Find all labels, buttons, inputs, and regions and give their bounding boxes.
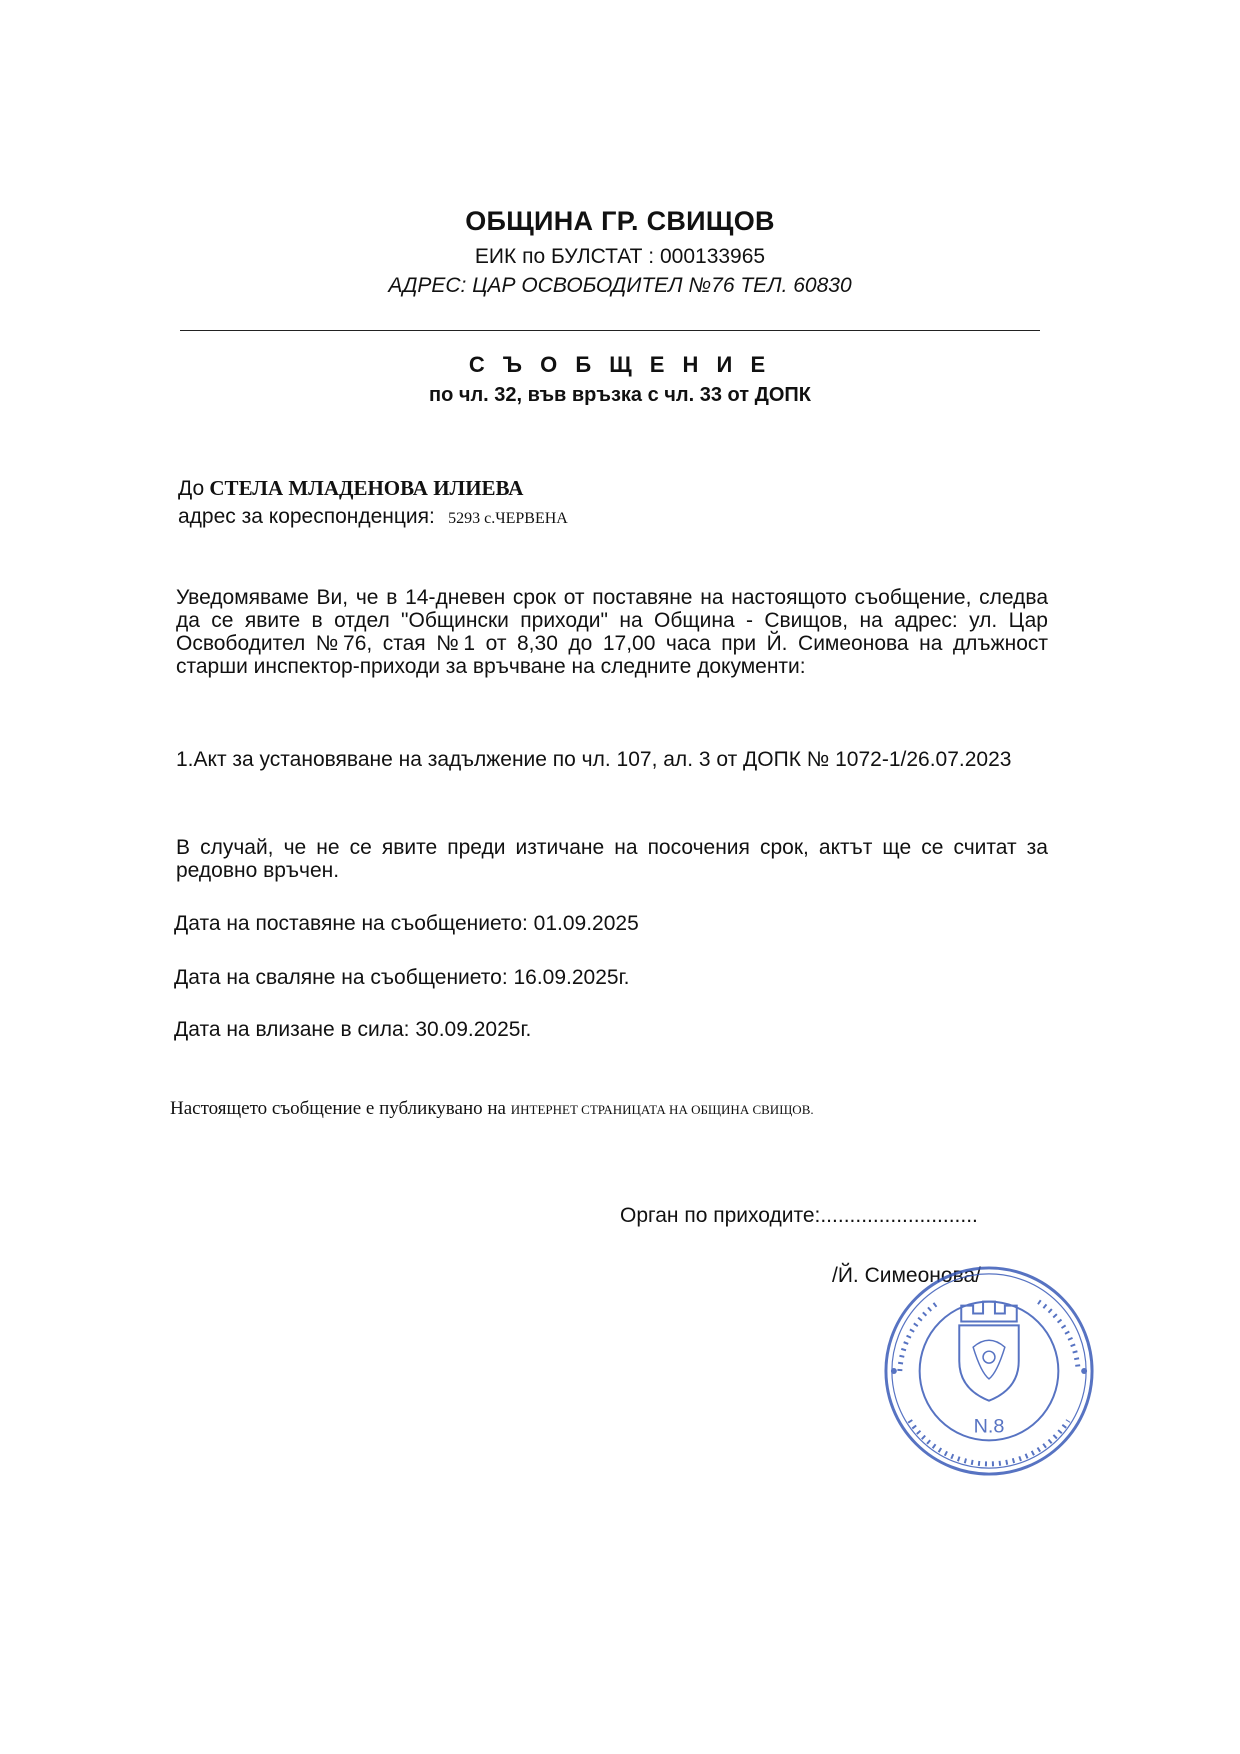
recipient-line [178,476,523,501]
body-paragraph-1: Уведомяваме Ви, че в 14-дневен срок от поставяне на настоящото съобщение, следва да се явите в отдел "Общински приходи" на Община - Свищов, на адрес: ул. Цар Освободител №76, стая №1 от 8,30 до 17,00 часа при Й. Симеонова на длъжност старши инспектор-приходи за връчване на следните документи: [176,586,1048,678]
recipient-address-value: 5293 с.ЧЕРВЕНА [448,510,568,527]
recipient-address-label: адрес за кореспонденция: [178,505,435,528]
date-removed: Дата на сваляне на съобщението: 16.09.2025г. [174,966,630,989]
recipient-address-line [178,504,568,529]
notice-subtitle: по чл. 32, във връзка с чл. 33 от ДОПК [429,384,811,406]
notice-title: С Ъ О Б Щ Е Н И Е [468,352,772,377]
signatory-name: /Й. Симеонова/ [832,1264,981,1287]
revenue-authority-line: Орган по приходите:........................... [620,1204,978,1227]
date-posted: Дата на поставяне на съобщението: 01.09.2025 [174,912,639,935]
recipient-name: СТЕЛА МЛАДЕНОВА ИЛИЕВА [209,476,524,500]
body-paragraph-2: 1.Акт за установяване на задължение по чл. 107, ал. 3 от ДОПК № 1072-1/26.07.2023 [176,748,1012,771]
recipient-prefix: До [178,477,205,500]
stamp-number: N.8 [973,1415,1005,1438]
organization-eik: ЕИК по БУЛСТАТ : 000133965 [474,245,766,268]
organization-title: ОБЩИНА ГР. СВИЩОВ [465,206,775,236]
header-divider [180,330,1040,331]
publication-text: Настоящето съобщение е публикувано на [170,1098,506,1119]
body-paragraph-3: В случай, че не се явите преди изтичане на посочения срок, актът ще се считат за редовно връчен. [176,836,1048,882]
official-stamp [880,1262,1098,1480]
publication-note [170,1098,814,1120]
publication-caps: ИНТЕРНЕТ СТРАНИЦАТА НА ОБЩИНА СВИЩОВ. [510,1102,814,1117]
organization-address: АДРЕС: ЦАР ОСВОБОДИТЕЛ №76 ТЕЛ. 60830 [388,274,852,297]
date-effective: Дата на влизане в сила: 30.09.2025г. [174,1018,532,1041]
